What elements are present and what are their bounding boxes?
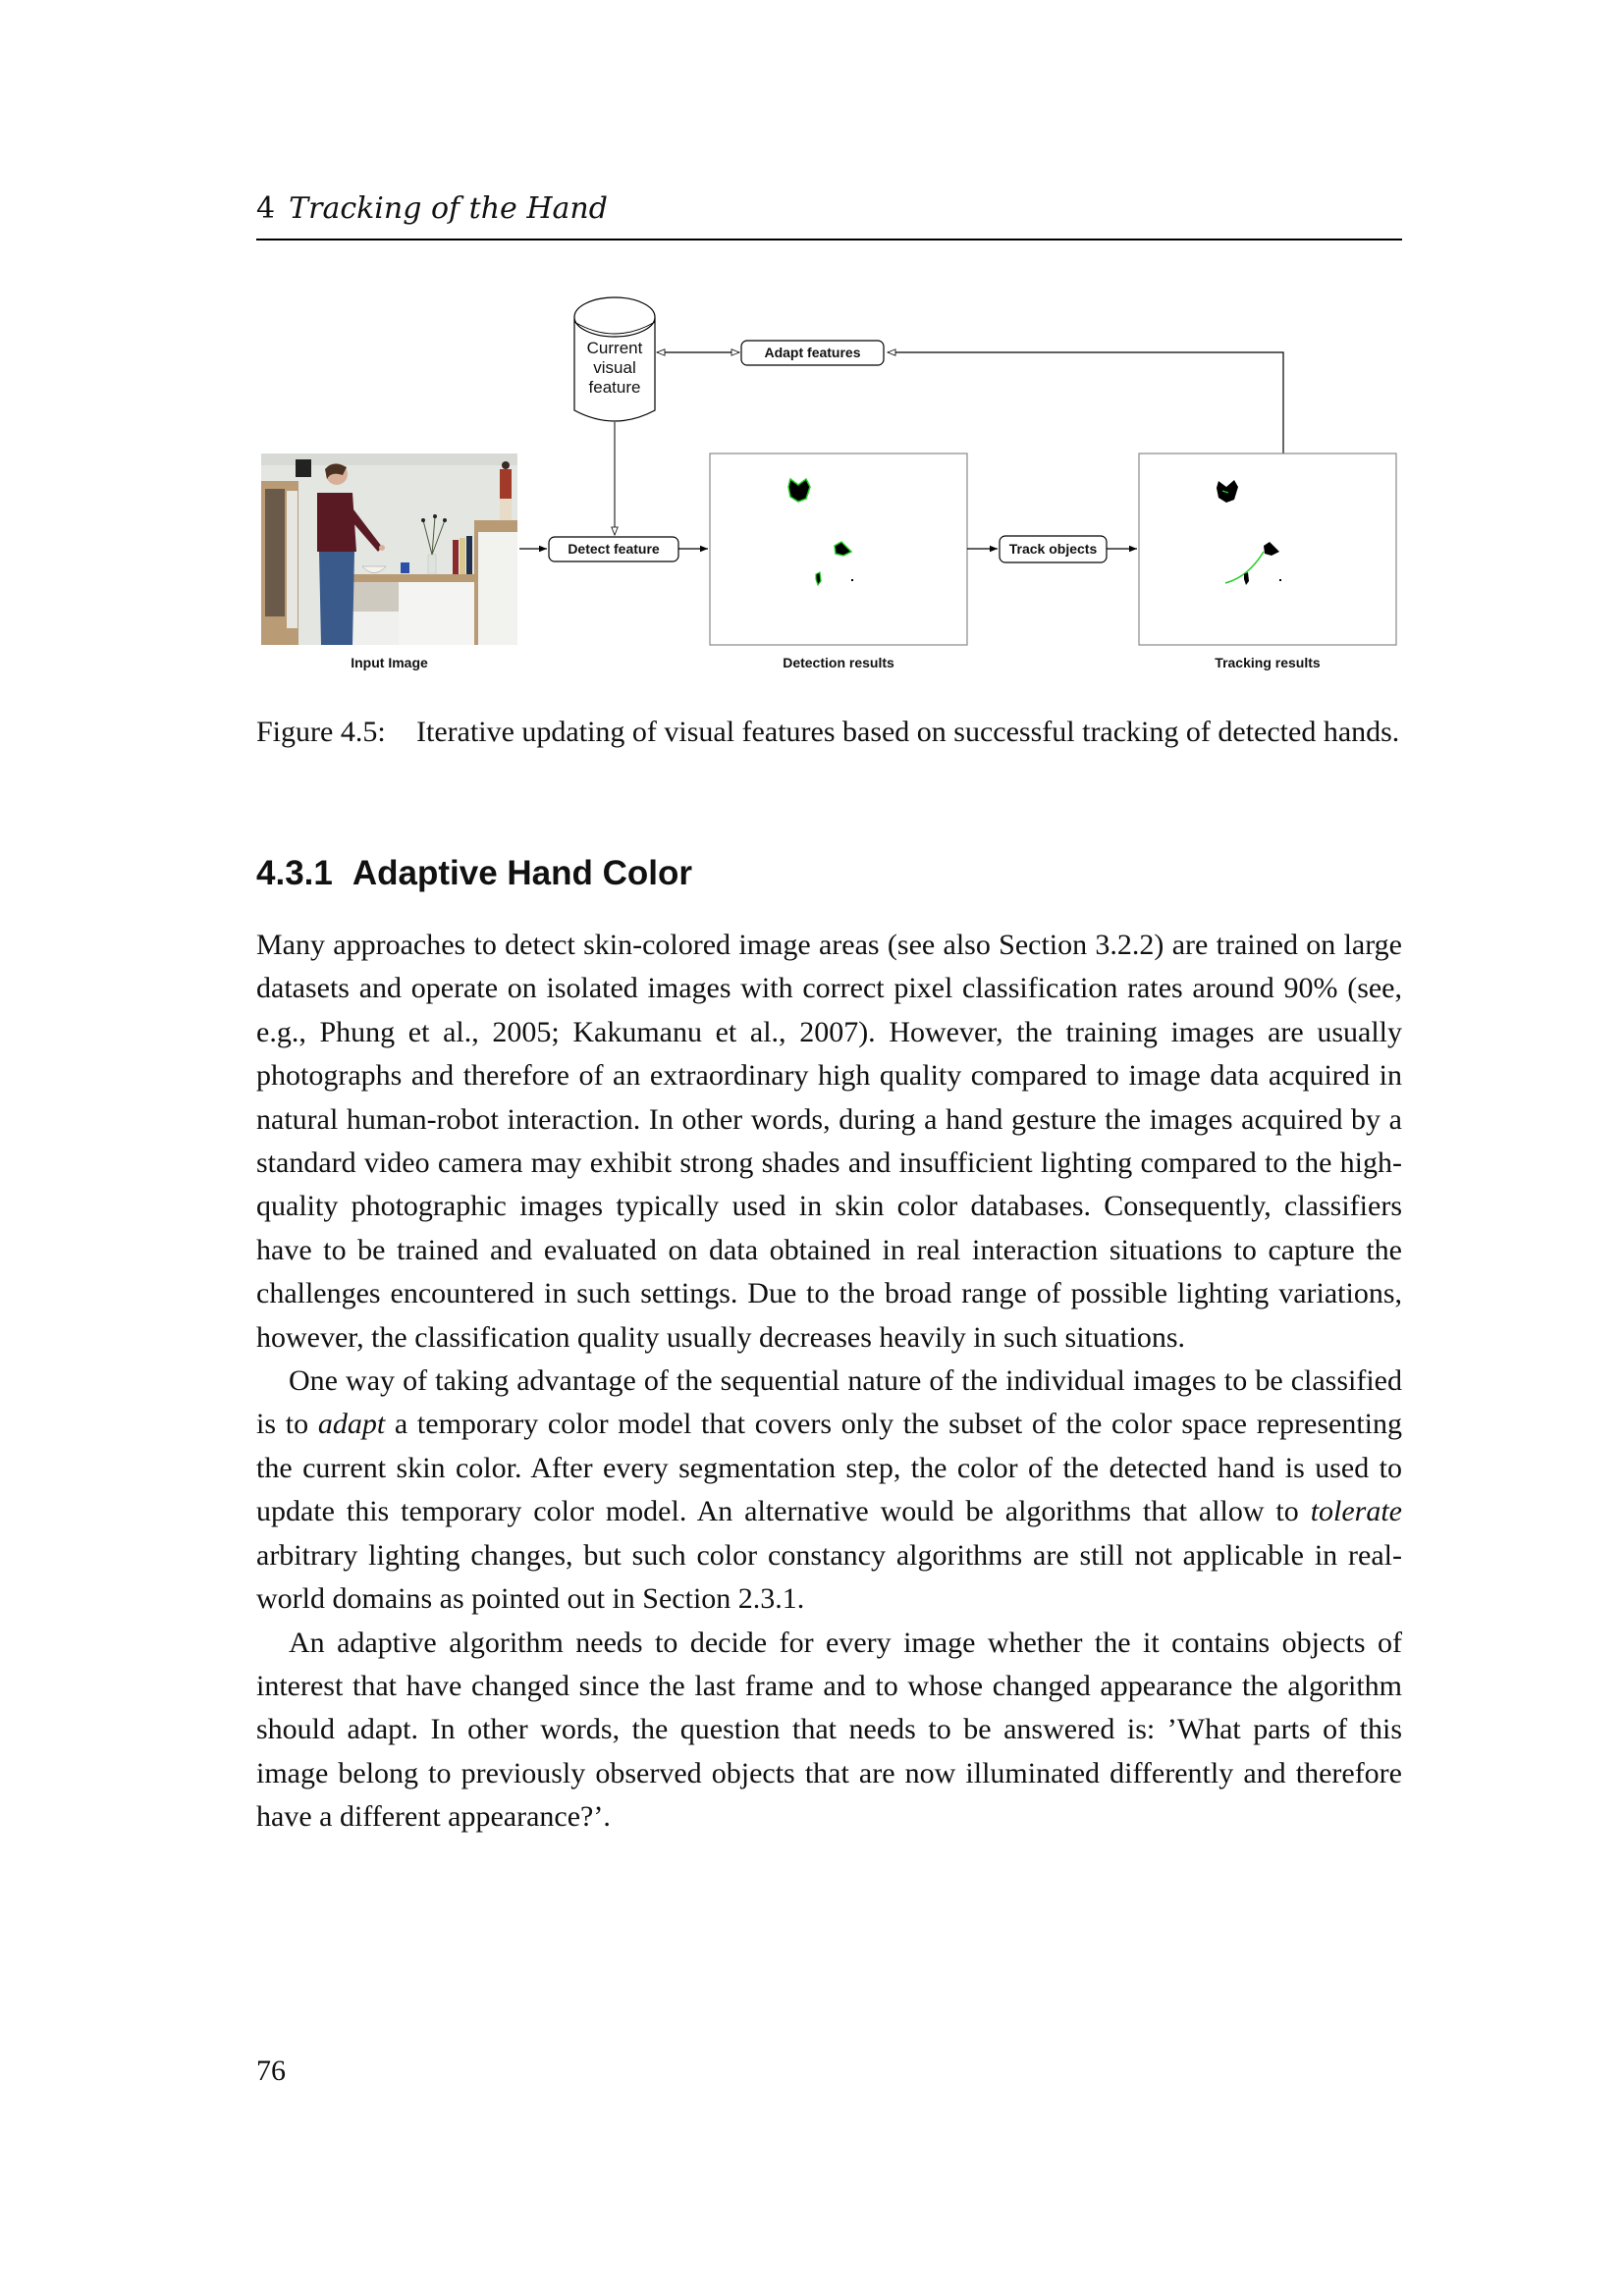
detection-results-label: Detection results — [783, 655, 894, 670]
chapter-number: 4 — [256, 191, 276, 226]
text-run: arbitrary lighting changes, but such color constancy algorithms are still not applicable in real-world domains as pointed out in Section 2.3.1. — [256, 1538, 1402, 1616]
input-image-label: Input Image — [351, 655, 428, 670]
body-text — [256, 924, 1402, 1840]
text-run: Many approaches to detect skin-colored image areas (see also Section 3.2.2) are trained on large datasets and operate on isolated images with correct pixel classification rates around 90% (see, e.g., Phung et al., 2005; Kakumanu et al., 2007). However, the training images are usually photographs and therefore of an extraordinary high quality compared to image data acquired in natural human-robot interaction. In other words, during a hand gesture the images acquired by a standard video camera may exhibit strong shades and insufficient lighting compared to the high-quality photographic images typically used in skin color databases. Consequently, classifiers have to be trained and evaluated on data obtained in real interaction situations to capture the challenges encountered in such settings. Due to the broad range of possible lighting variations, however, the classification quality usually decreases heavily in such situations. — [256, 929, 1402, 1354]
database-label-line: visual — [593, 358, 636, 377]
adapt-features-label: Adapt features — [764, 345, 861, 360]
input-image-photo — [261, 454, 517, 645]
emphasis-text: tolerate — [1310, 1495, 1402, 1528]
caption-label: Figure 4.5: — [256, 716, 386, 748]
track-objects-label: Track objects — [1008, 541, 1098, 557]
paragraph — [256, 1622, 1402, 1840]
section-number: 4.3.1 — [256, 854, 333, 892]
database-label — [574, 339, 655, 398]
paragraph — [256, 1360, 1402, 1621]
figure-caption — [256, 711, 1402, 754]
text-run: An adaptive algorithm needs to decide for every image whether the it contains objects of interest that have changed since the last frame and to whose changed appearance the algorithm should adapt. In other words, the question that needs to be answered is: ’What parts of this image belong to previously observed objects that are now illuminated differently and therefore have a different appearance?’. — [256, 1626, 1402, 1834]
tracking-results-label: Tracking results — [1215, 655, 1321, 670]
text-run: a temporary color model that covers only the subset of the color space representing the current skin color. After every segmentation step, the color of the detected hand is used to update this temporary color model. An alternative would be algorithms that allow to — [256, 1408, 1402, 1528]
detect-feature-label: Detect feature — [568, 541, 660, 557]
page-number: 76 — [256, 2055, 286, 2087]
emphasis-text: adapt — [317, 1408, 386, 1441]
running-head — [256, 189, 1402, 229]
text-run: One way of taking advantage of the sequential nature of the individual images to be classified is to — [256, 1364, 1402, 1441]
database-label-line: Current — [586, 339, 643, 357]
chapter-title: Tracking of the Hand — [289, 191, 608, 226]
paragraph — [256, 924, 1402, 1360]
section-heading — [256, 852, 1402, 895]
header-rule — [256, 239, 1402, 240]
figure-4-5 — [256, 285, 1415, 687]
database-label-line: feature — [588, 378, 641, 397]
section-title: Adaptive Hand Color — [352, 854, 692, 892]
caption-text: Iterative updating of visual features based on successful tracking of detected hands. — [416, 716, 1400, 748]
